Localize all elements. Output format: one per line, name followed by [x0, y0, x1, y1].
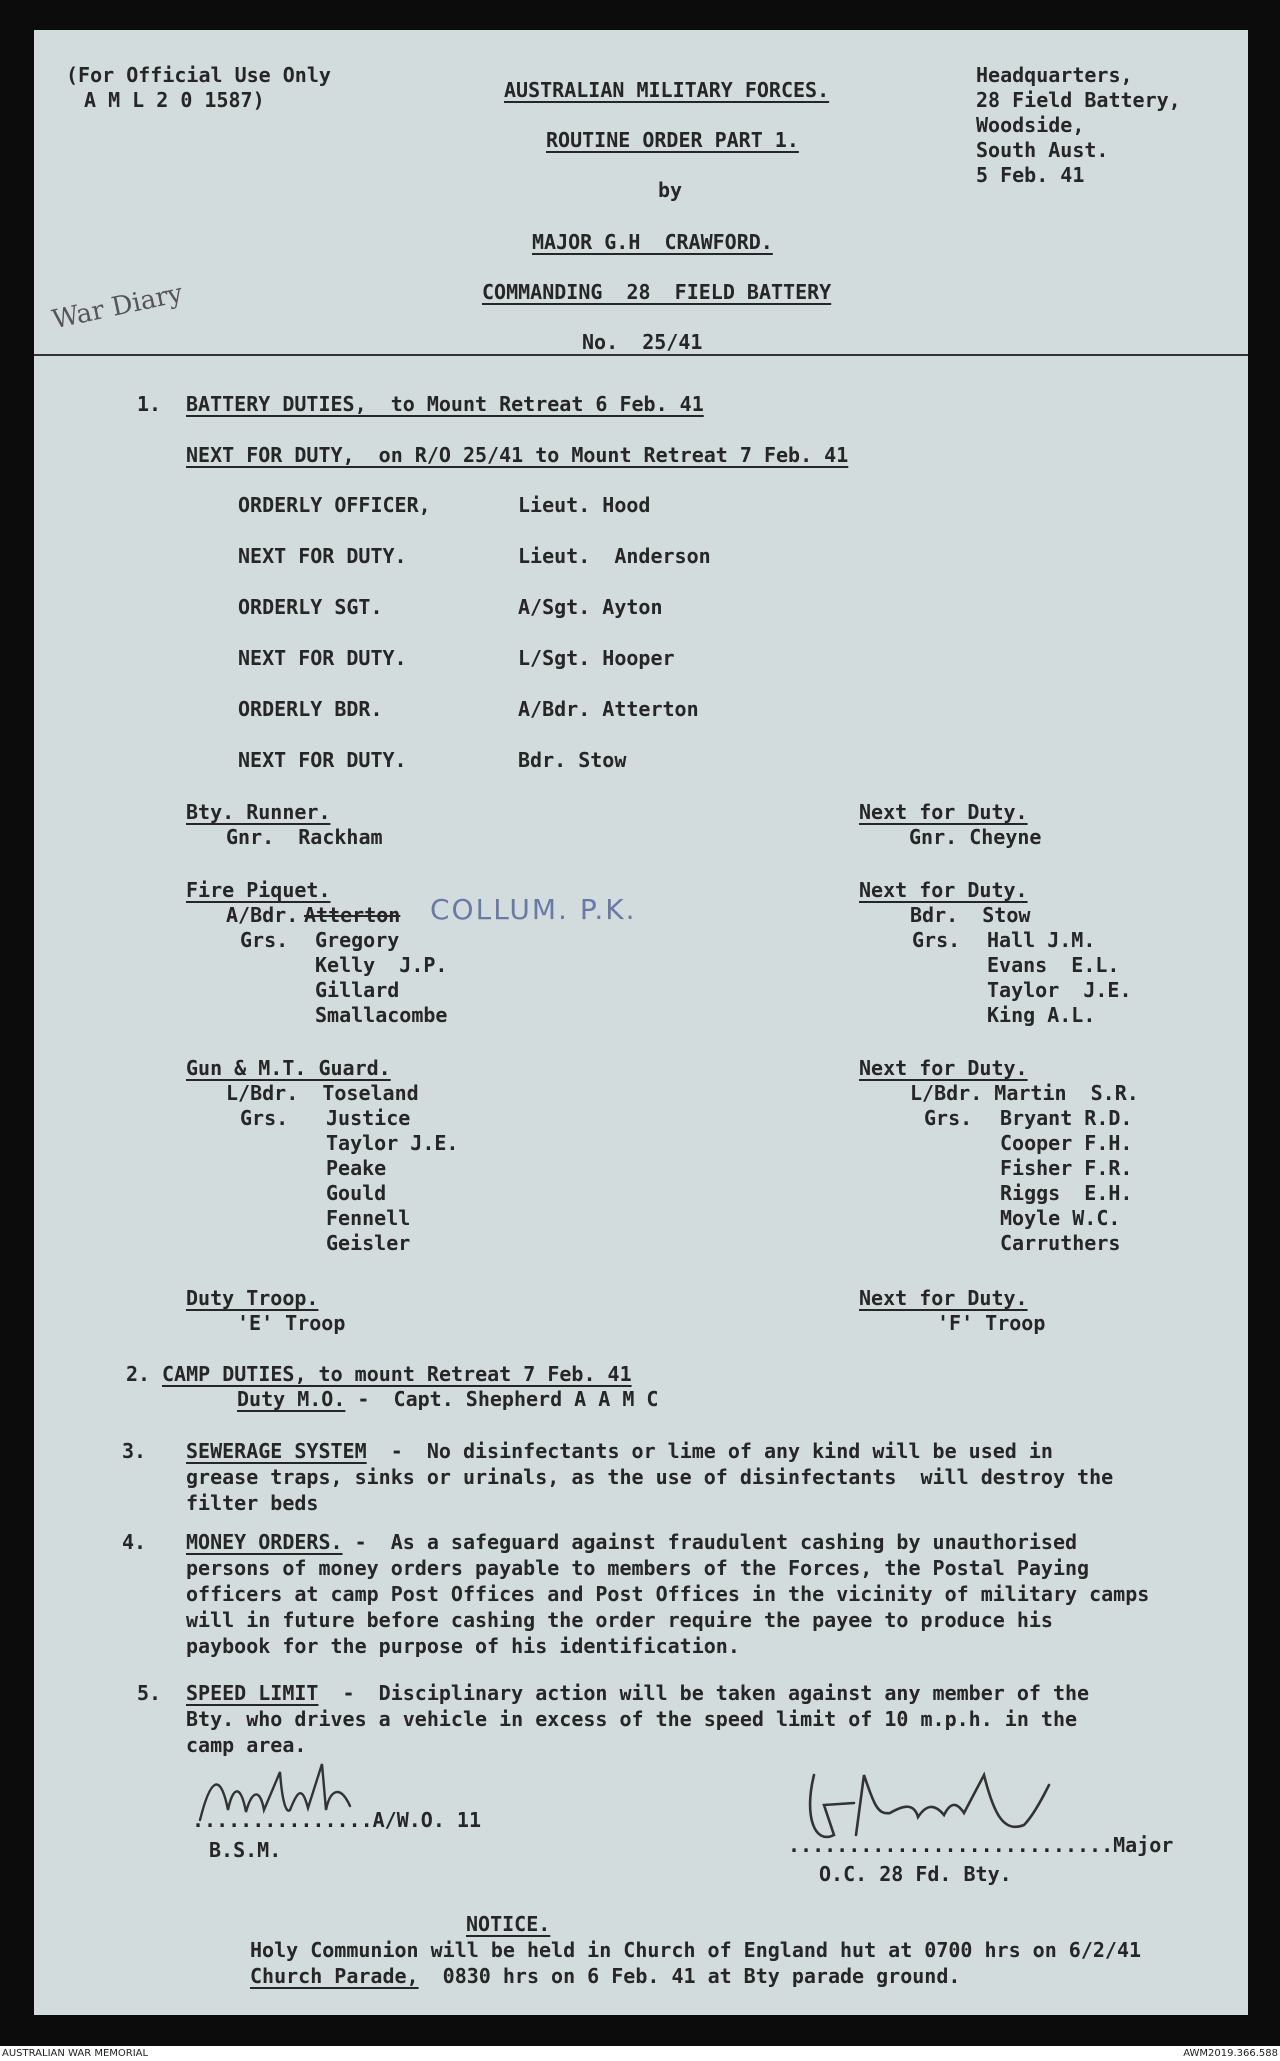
footer	[0, 2048, 1280, 2061]
oc-signature-line: ...........................Major	[788, 1833, 1174, 1857]
item5-line: Bty. who drives a vehicle in excess of the speed limit of 10 m.p.h. in the	[186, 1707, 1078, 1731]
header-number: No. 25/41	[582, 330, 703, 354]
fire-piquet-gunner: Gregory	[315, 928, 400, 952]
footer-accession: AWM2019.366.588	[1183, 2048, 1278, 2059]
item4-line: persons of money orders payable to members of the Forces, the Postal Paying	[186, 1556, 1090, 1580]
duty-name: Lieut. Hood	[518, 493, 651, 517]
guard-gunner: Fennell	[326, 1206, 411, 1230]
duty-role: ORDERLY SGT.	[238, 595, 383, 619]
item5-line: camp area.	[186, 1733, 307, 1757]
duty-role: NEXT FOR DUTY.	[238, 748, 407, 772]
item2-line	[162, 1364, 632, 1384]
header-officer: MAJOR G.H CRAWFORD.	[532, 230, 773, 254]
header-org: AUSTRALIAN MILITARY FORCES.	[504, 78, 830, 102]
runner-title: Bty. Runner.	[186, 800, 331, 824]
item3-heading: SEWERAGE SYSTEM	[186, 1439, 367, 1463]
duty-name: Bdr. Stow	[518, 748, 627, 772]
header-command: COMMANDING 28 FIELD BATTERY	[482, 280, 832, 304]
runner-next-title: Next for Duty.	[859, 800, 1028, 824]
troop-title: Duty Troop.	[186, 1286, 319, 1310]
troop-name: 'E' Troop	[237, 1311, 346, 1335]
address-line-5: 5 Feb. 41	[976, 163, 1085, 187]
notice-church-parade-label: Church Parade,	[250, 1964, 419, 1988]
item4-text	[186, 1529, 1149, 1659]
guard-gunner: Taylor J.E.	[326, 1131, 459, 1155]
notice-title: NOTICE.	[466, 1912, 551, 1936]
guard-grs-label: Grs.	[240, 1106, 289, 1130]
footer-source: AUSTRALIAN WAR MEMORIAL	[2, 2048, 149, 2059]
duty-name: A/Bdr. Atterton	[518, 697, 699, 721]
item5-number: 5.	[137, 1681, 162, 1705]
guard-next-gunner: Fisher F.R.	[1000, 1156, 1133, 1180]
item3-line: filter beds	[186, 1491, 319, 1515]
item5-text	[186, 1680, 1089, 1758]
guard-next-gunner: Riggs E.H.	[1000, 1181, 1133, 1205]
duty-role: ORDERLY OFFICER,	[238, 493, 431, 517]
duty-name: L/Sgt. Hooper	[518, 646, 675, 670]
fire-piquet-gunner: Smallacombe	[315, 1003, 448, 1027]
runner-next-name: Gnr. Cheyne	[909, 825, 1042, 849]
troop-next-name: 'F' Troop	[937, 1311, 1046, 1335]
fire-piquet-bdr-struck: Atterton	[304, 903, 401, 927]
item2-heading: CAMP DUTIES,	[162, 1362, 307, 1386]
address-line-4: South Aust.	[976, 138, 1109, 162]
item1-number: 1.	[137, 392, 162, 416]
fire-piquet-gunner: Gillard	[315, 978, 400, 1002]
header-rule	[34, 354, 1248, 356]
guard-gunner: Gould	[326, 1181, 387, 1205]
runner-name: Gnr. Rackham	[226, 825, 383, 849]
item2-mo-line	[237, 1389, 658, 1409]
duty-name: Lieut. Anderson	[518, 544, 711, 568]
item2-mo-rest: - Capt. Shepherd A A M C	[345, 1387, 659, 1411]
bsm-signature-line: ...............A/W.O. 11	[192, 1808, 481, 1832]
fire-piquet-next-bdr: Bdr. Stow	[910, 903, 1031, 927]
fire-piquet-bdr-prefix: A/Bdr.	[226, 903, 299, 927]
notice-line-2	[250, 1966, 960, 1986]
item3-line: - No disinfectants or lime of any kind will be used in	[366, 1439, 1053, 1463]
guard-gunner: Geisler	[326, 1231, 411, 1255]
item4-line: paybook for the purpose of his identification.	[186, 1634, 740, 1658]
fire-piquet-next-gunner: Taylor J.E.	[987, 978, 1132, 1002]
official-use-line-2: A M L 2 0 1587)	[84, 88, 265, 112]
address-line-2: 28 Field Battery,	[976, 88, 1181, 112]
address-line-3: Woodside,	[976, 113, 1085, 137]
fire-piquet-next-grs-label: Grs.	[912, 928, 961, 952]
guard-next-title: Next for Duty.	[859, 1056, 1028, 1080]
header-order: ROUTINE ORDER PART 1.	[546, 128, 799, 152]
oc-title: O.C. 28 Fd. Bty.	[819, 1862, 1012, 1886]
fire-piquet-next-gunner: Hall J.M.	[987, 928, 1096, 952]
item1-subheading: NEXT FOR DUTY, on R/O 25/41 to Mount Retreat 7 Feb. 41	[186, 443, 849, 467]
item1-heading: BATTERY DUTIES, to Mount Retreat 6 Feb. 41	[186, 392, 704, 416]
item3-line: grease traps, sinks or urinals, as the use of disinfectants will destroy the	[186, 1465, 1114, 1489]
guard-next-gunner: Bryant R.D.	[1000, 1106, 1133, 1130]
item4-heading: MONEY ORDERS.	[186, 1530, 343, 1554]
notice-line-1: Holy Communion will be held in Church of England hut at 0700 hrs on 6/2/41	[250, 1938, 1142, 1962]
item2-number: 2.	[126, 1362, 151, 1386]
official-use-line-1: (For Official Use Only	[66, 63, 331, 87]
duty-role: ORDERLY BDR.	[238, 697, 383, 721]
item4-line: will in future before cashing the order require the payee to produce his	[186, 1608, 1053, 1632]
item3-text	[186, 1438, 1113, 1516]
guard-title: Gun & M.T. Guard.	[186, 1056, 391, 1080]
item5-line: - Disciplinary action will be taken against any member of the	[318, 1681, 1090, 1705]
guard-next-gunner: Moyle W.C.	[1000, 1206, 1121, 1230]
duty-role: NEXT FOR DUTY.	[238, 646, 407, 670]
fire-piquet-next-gunner: King A.L.	[987, 1003, 1096, 1027]
duty-name: A/Sgt. Ayton	[518, 595, 663, 619]
troop-next-title: Next for Duty.	[859, 1286, 1028, 1310]
item3-number: 3.	[122, 1439, 147, 1463]
item2-mo-label: Duty M.O.	[237, 1387, 346, 1411]
header-by: by	[658, 178, 683, 202]
item5-heading: SPEED LIMIT	[186, 1681, 319, 1705]
bsm-title: B.S.M.	[209, 1838, 282, 1862]
duty-role: NEXT FOR DUTY.	[238, 544, 407, 568]
document-page	[34, 30, 1248, 2015]
war-diary-annotation: War Diary	[49, 278, 186, 336]
item4-line: officers at camp Post Offices and Post Offices in the vicinity of military camps	[186, 1582, 1150, 1606]
guard-bdr: L/Bdr. Toseland	[226, 1081, 419, 1105]
notice-church-parade-rest: 0830 hrs on 6 Feb. 41 at Bty parade ground.	[418, 1964, 961, 1988]
fire-piquet-next-gunner: Evans E.L.	[987, 953, 1120, 977]
guard-gunner: Peake	[326, 1156, 387, 1180]
item4-number: 4.	[122, 1530, 147, 1554]
fire-piquet-grs-label: Grs.	[240, 928, 289, 952]
guard-next-gunner: Carruthers	[1000, 1231, 1121, 1255]
guard-gunner: Justice	[326, 1106, 411, 1130]
address-line-1: Headquarters,	[976, 63, 1133, 87]
guard-next-gunner: Cooper F.H.	[1000, 1131, 1133, 1155]
item2-rest: to mount Retreat 7 Feb. 41	[306, 1362, 632, 1386]
fire-piquet-title: Fire Piquet.	[186, 878, 331, 902]
fire-piquet-gunner: Kelly J.P.	[315, 953, 448, 977]
fire-piquet-next-title: Next for Duty.	[859, 878, 1028, 902]
item4-line: - As a safeguard against fraudulent cashing by unauthorised	[342, 1530, 1078, 1554]
guard-next-bdr: L/Bdr. Martin S.R.	[910, 1081, 1139, 1105]
guard-next-grs-label: Grs.	[924, 1106, 973, 1130]
fire-piquet-bdr-handwritten: COLLUM. P.K.	[430, 893, 637, 926]
